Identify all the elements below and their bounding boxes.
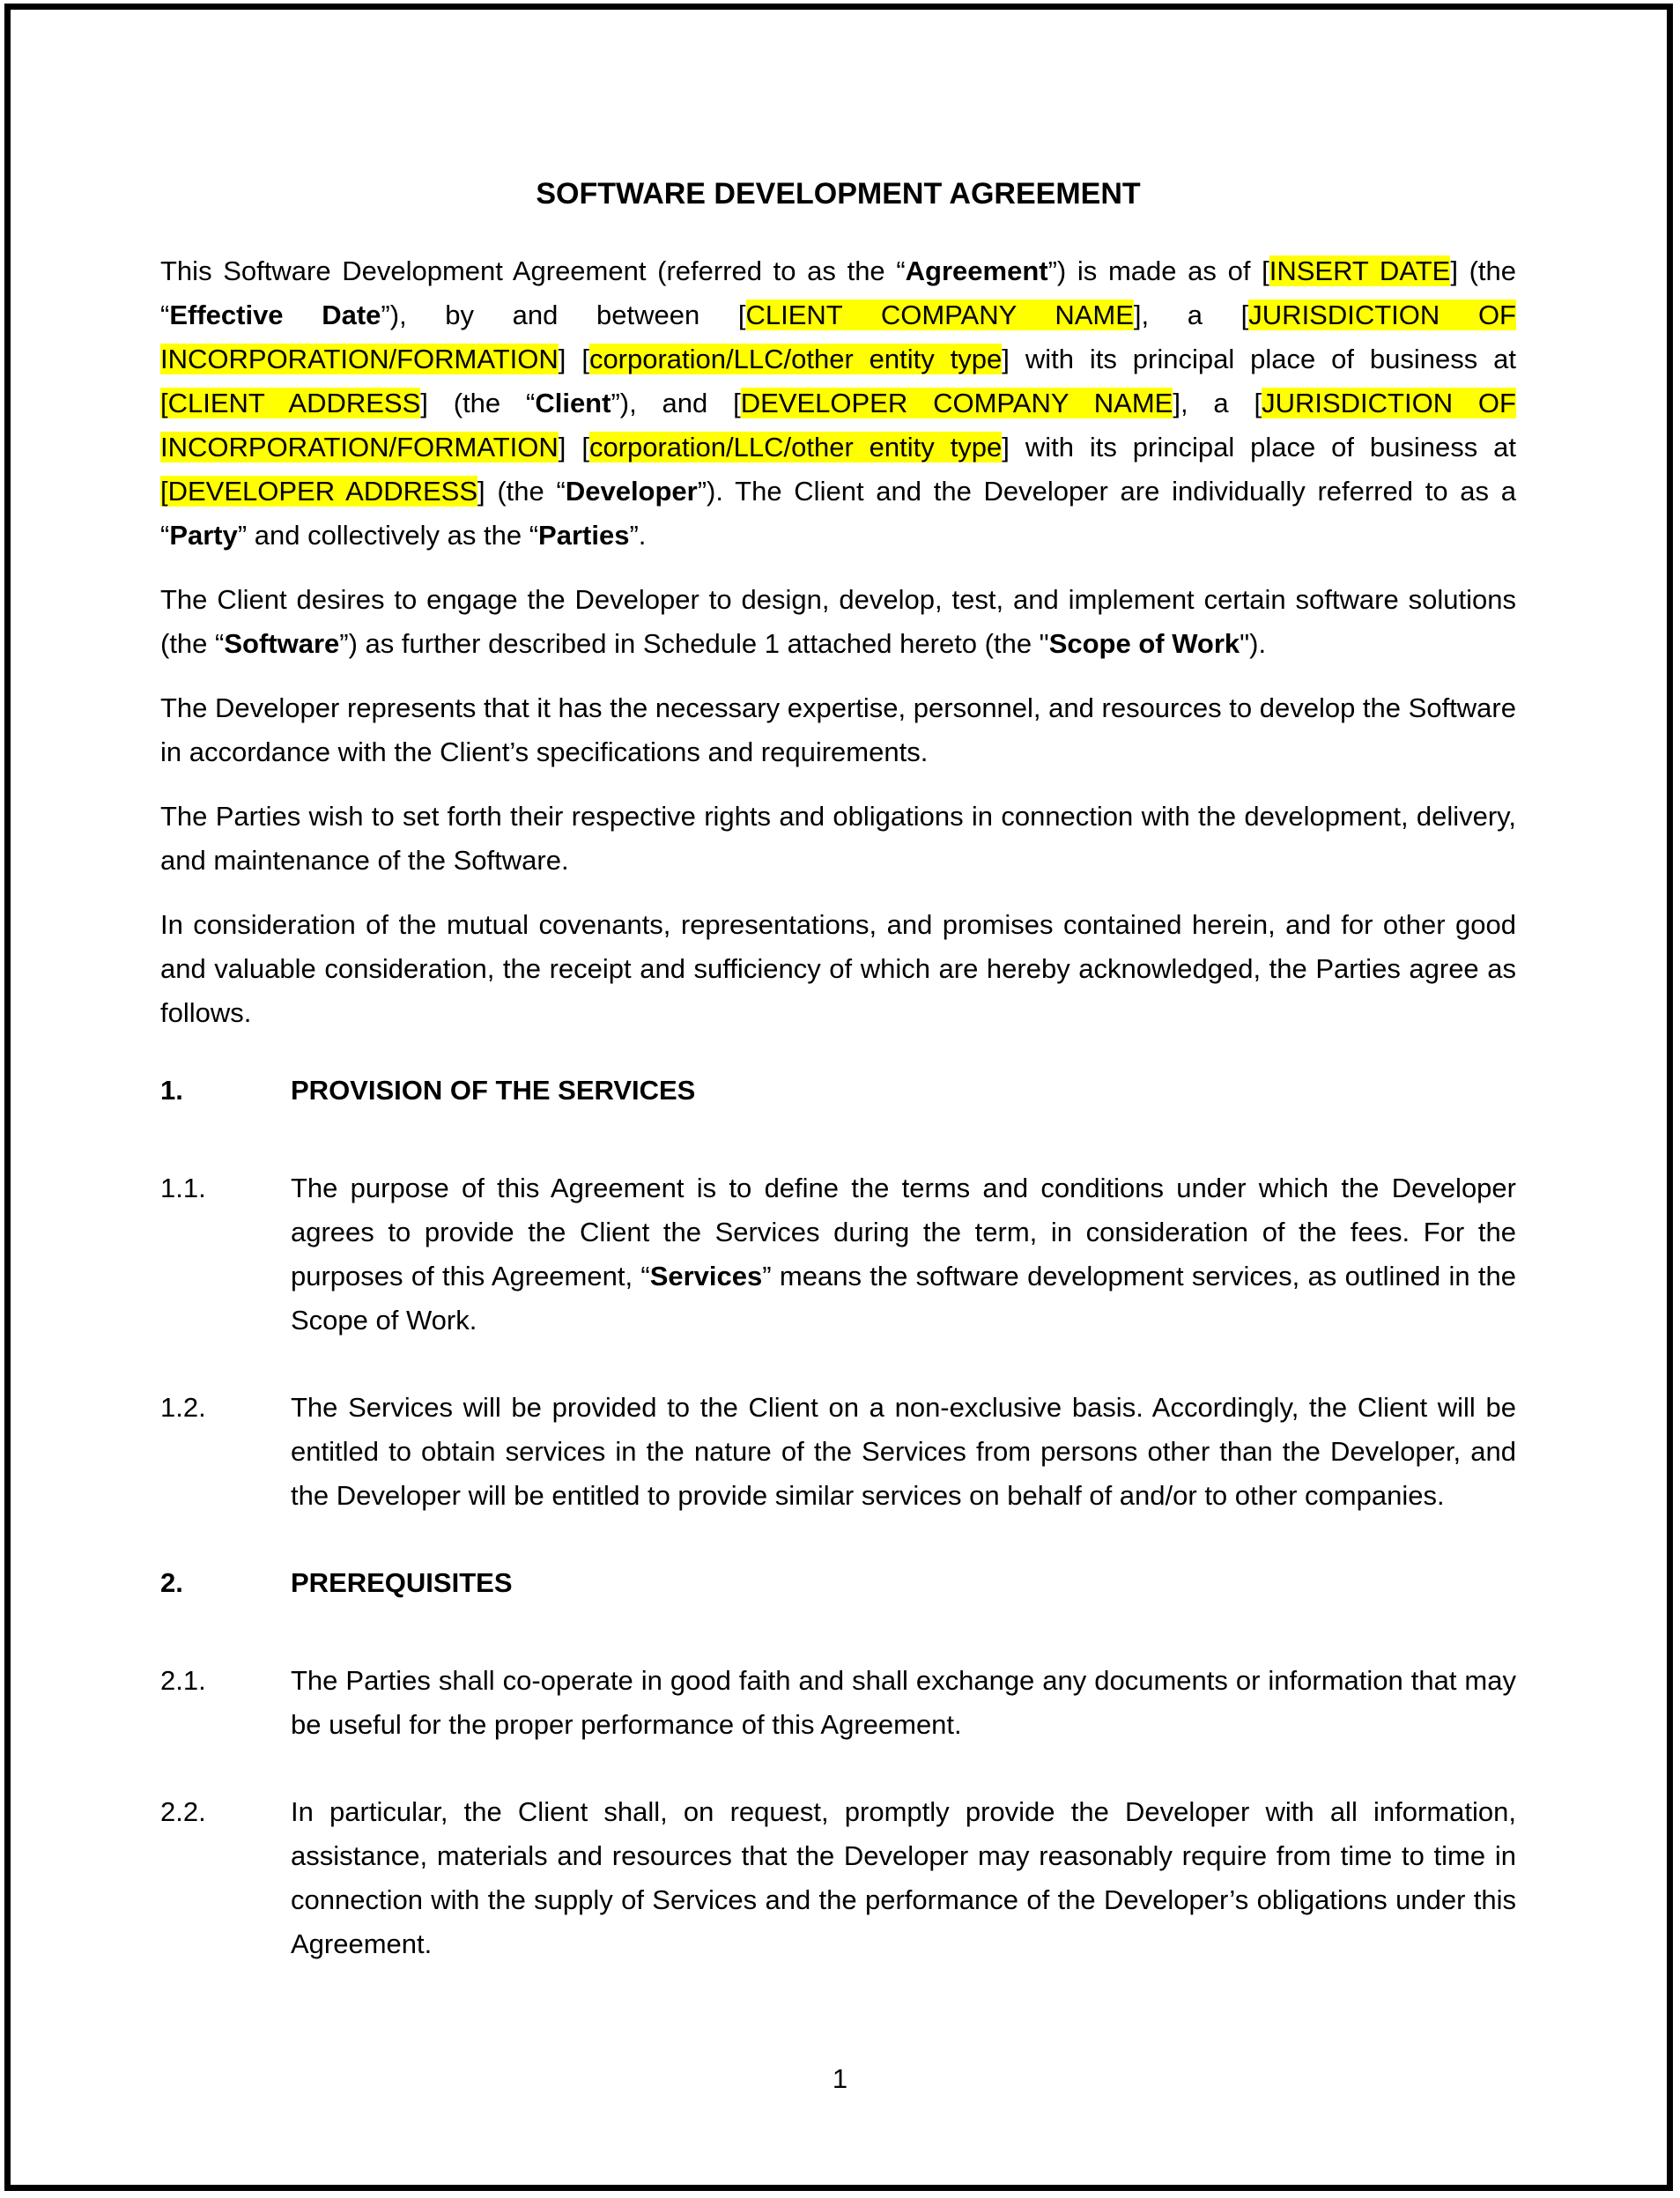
text-run: ” means the software development services, as outlined in the Scope of Work. [291, 1261, 1516, 1336]
text-run: ”) as further described in Schedule 1 attached hereto (the " [339, 628, 1049, 659]
bold-term: Software [224, 628, 340, 659]
bold-term: Developer [565, 476, 698, 507]
text-run: ”). The Client and the Developer are individually referred to as a “ [160, 476, 1516, 551]
bold-term: Parties [538, 520, 630, 551]
text-run: ] (the “ [420, 388, 536, 418]
text-run: The purpose of this Agreement is to define the terms and conditions under which the Developer agrees to provide the Client the Services during the term, in consideration of the fees. For the purposes of this Agreement, “ [291, 1173, 1516, 1291]
text-run: In consideration of the mutual covenants, representations, and promises contained herein, and for other good and valuable consideration, the receipt and sufficiency of which are hereby acknowledged, the Parties agree as follows. [160, 909, 1516, 1028]
text-run: ] with its principal place of business at [1002, 432, 1516, 463]
bold-term: Effective Date [169, 300, 381, 330]
clause-2-2 [160, 1790, 1516, 1966]
bold-term: Party [169, 520, 238, 551]
clause-text [291, 1790, 1516, 1966]
section-number: 2. [160, 1567, 183, 1598]
clause-text [291, 1659, 1516, 1747]
text-run: This Software Development Agreement (referred to as the “ [160, 255, 906, 286]
clause-number: 1.1. [160, 1173, 206, 1203]
bold-term: Scope of Work [1048, 628, 1240, 659]
highlighted-placeholder: corporation/LLC/other entity type [588, 344, 1003, 374]
bold-term: Agreement [905, 255, 1048, 286]
document-title: SOFTWARE DEVELOPMENT AGREEMENT [536, 177, 1141, 211]
section-title: PREREQUISITES [291, 1567, 513, 1598]
intro-paragraph [160, 578, 1516, 666]
bold-term: Services [649, 1261, 763, 1291]
text-run: ] (the “ [477, 476, 566, 507]
clause-number: 2.2. [160, 1796, 206, 1827]
text-run: ] with its principal place of business at [1002, 344, 1516, 374]
clause-1-1 [160, 1166, 1516, 1343]
section-heading-prerequisites [160, 1561, 1516, 1605]
text-run: ”), by and between [ [381, 300, 746, 330]
clause-2-1 [160, 1659, 1516, 1747]
text-run: ] [ [558, 344, 589, 374]
clause-number: 1.2. [160, 1392, 206, 1423]
page-number: 1 [832, 2063, 848, 2094]
text-run: ] (the “ [160, 255, 1517, 330]
document-content [160, 172, 1516, 2009]
highlighted-placeholder: INSERT DATE [1269, 255, 1451, 286]
text-run: ], a [ [1173, 388, 1262, 418]
text-run: ”) is made as of [ [1047, 255, 1269, 286]
text-run: The Services will be provided to the Client on a non-exclusive basis. Accordingly, the Client will be entitled to obtain services in the nature of the Services from persons other than the Developer, and the Developer will be entitled to provide similar services on behalf of and/or to other companies. [291, 1392, 1516, 1511]
intro-paragraph [160, 249, 1516, 558]
text-run: ” and collectively as the “ [237, 520, 539, 551]
highlighted-placeholder: CLIENT COMPANY NAME [745, 300, 1134, 330]
text-run: The Parties shall co-operate in good faith and shall exchange any documents or information that may be useful for the proper performance of this Agreement. [291, 1665, 1516, 1740]
text-run: ”), and [ [611, 388, 741, 418]
text-run: ], a [ [1133, 300, 1249, 330]
intro-paragraph [160, 903, 1516, 1035]
section-title: PROVISION OF THE SERVICES [291, 1075, 696, 1106]
text-run: The Client desires to engage the Developer to design, develop, test, and implement certain software solutions (the “ [160, 584, 1516, 659]
highlighted-placeholder: corporation/LLC/other entity type [588, 432, 1003, 463]
text-run: The Developer represents that it has the necessary expertise, personnel, and resources to develop the Software in accordance with the Client’s specifications and requirements. [160, 692, 1516, 767]
text-run: In particular, the Client shall, on request, promptly provide the Developer with all information, assistance, materials and resources that the Developer may reasonably require from time to time in connection with the supply of Services and the performance of the Developer’s obligations under this Agreement. [291, 1796, 1516, 1959]
clause-number: 2.1. [160, 1665, 206, 1696]
highlighted-placeholder: JURISDICTION OF INCORPORATION/FORMATION [160, 300, 1516, 374]
section-number: 1. [160, 1075, 183, 1106]
clause-text [291, 1386, 1516, 1518]
clause-text [291, 1166, 1516, 1343]
text-run: The Parties wish to set forth their respective rights and obligations in connection with the development, delivery, and maintenance of the Software. [160, 801, 1516, 876]
intro-paragraph [160, 686, 1516, 774]
section-heading-provision-of-the-services [160, 1069, 1516, 1113]
text-run: "). [1240, 628, 1267, 659]
bold-term: Client [535, 388, 611, 418]
text-run: ”. [629, 520, 647, 551]
highlighted-placeholder: JURISDICTION OF INCORPORATION/FORMATION [160, 388, 1516, 463]
highlighted-placeholder: DEVELOPER COMPANY NAME [740, 388, 1173, 418]
highlighted-placeholder: [CLIENT ADDRESS [160, 388, 421, 418]
clause-1-2 [160, 1386, 1516, 1518]
intro-paragraph [160, 795, 1516, 883]
text-run: ] [ [558, 432, 589, 463]
highlighted-placeholder: [DEVELOPER ADDRESS [160, 476, 478, 507]
